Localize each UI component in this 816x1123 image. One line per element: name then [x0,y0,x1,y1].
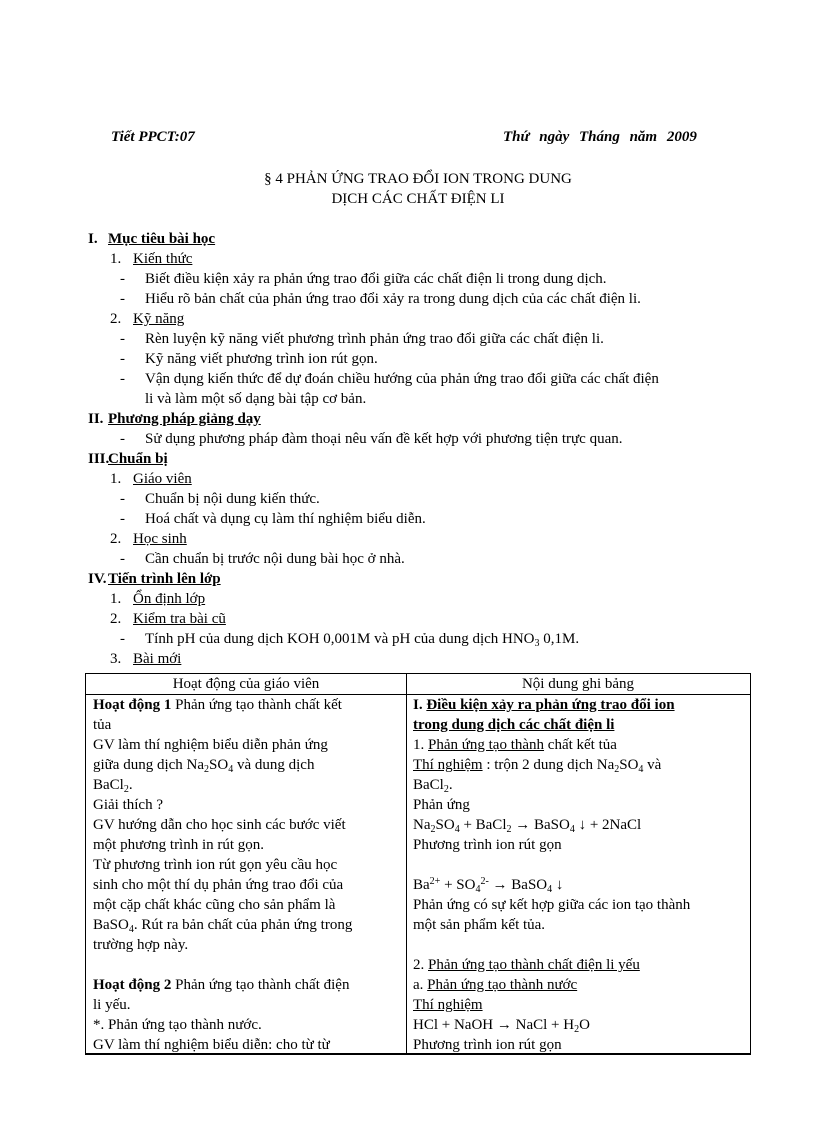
text-run: Thí nghiệm [413,997,483,1013]
text-run: Ổn định lớp [133,591,206,607]
text-run: Sử dụng phương pháp đàm thoại nêu vấn đề kết hợp với phương tiện trực quan. [145,431,623,447]
cell-line [413,955,748,975]
text-run: Phản ứng tạo thành chất điện li yếu [428,957,640,973]
text-run: Phản ứng tạo thành chất kết [171,697,342,713]
text-run: Rèn luyện kỹ năng viết phương trình phản ứng trao đổi giữa các chất điện li. [145,331,604,347]
cell-line [93,895,403,915]
list-marker: - [120,331,125,347]
text-run: Tiến trình lên lớp [108,571,221,587]
lesson-outline [88,229,758,669]
cell-line [93,1015,403,1035]
cell-line [93,915,403,935]
text-run: HCl + NaOH → NaCl + H [413,1017,575,1033]
cell-line [93,815,403,835]
text-run: sinh cho một thí dụ phản ứng trao đổi của [93,877,344,893]
table-header-board: Nội dung ghi bảng [406,674,750,695]
bullet-item [88,369,758,389]
cell-line [413,895,748,915]
text-run: Tính pH của dung dịch KOH 0,001M và pH của dung dịch HNO [145,631,535,647]
text-run: Vận dụng kiến thức để dự đoán chiều hướng của phản ứng trao đổi giữa các chất điện [145,371,659,387]
bullet-item [88,329,758,349]
cell-line [413,755,748,775]
list-marker: 1. [110,251,122,267]
text-run: 4 [638,764,644,775]
text-run: 2+ [429,876,441,887]
text-run: SO [619,757,639,773]
list-marker: 2. [110,311,122,327]
text-run: ↓ + 2NaCl [574,817,642,833]
text-run: tủa [93,717,112,733]
text-run: 4 [569,824,575,835]
list-marker: II. [88,411,104,427]
text-run: Hoá chất và dụng cụ làm thí nghiệm biểu diễn. [145,511,426,527]
cell-line [93,1035,403,1055]
item-text [145,291,641,307]
item-text [145,431,623,447]
cell-line [413,815,748,835]
text-run: . Rút ra bản chất của phản ứng trong [133,917,353,933]
numbered-item [88,469,758,489]
item-text [133,531,187,547]
list-marker: - [120,431,125,447]
list-marker: IV. [88,571,107,587]
text-run: Giải thích ? [93,797,163,813]
text-run: Phương trình ion rút gọn [413,1037,562,1053]
text-run: một sản phẩm kết tủa. [413,917,546,933]
text-run: Thí nghiệm [413,757,483,773]
text-run: SO [435,817,455,833]
text-run: Phản ứng tạo thành nước [427,977,578,993]
text-run: Phản ứng [413,797,470,813]
cell-line [413,875,748,895]
list-marker: 2. [110,531,122,547]
text-run: O [579,1017,590,1033]
numbered-item [88,309,758,329]
text-run: một phương trình in rút gọn. [93,837,265,853]
text-run: 2 [430,824,436,835]
text-run: 2 [574,1024,580,1035]
text-run: 2- [480,876,489,887]
cell-line [93,995,403,1015]
item-text [145,551,405,567]
cell-line [413,915,748,935]
cell-line [93,735,403,755]
lesson-code: Tiết PPCT:07 [111,129,195,145]
list-marker: III. [88,451,110,467]
text-run: Điều kiện xảy ra phản ứng trao đổi ion [426,697,675,713]
item-text [133,471,192,487]
text-run: + SO [440,877,476,893]
item-text [108,571,221,587]
list-marker: - [120,351,125,367]
text-run: một cặp chất khác cũng cho sản phẩm là [93,897,336,913]
list-marker: - [120,511,125,527]
text-run: Giáo viên [133,471,192,487]
text-run: *. Phản ứng tạo thành nước. [93,1017,262,1033]
text-run: 2 [204,764,210,775]
numbered-item [88,649,758,669]
page-title-line-2: DỊCH CÁC CHẤT ĐIỆN LI [331,191,505,207]
text-run: . [448,777,453,793]
cell-line [93,975,403,995]
cell-line [413,735,748,755]
text-run: 4 [475,884,481,895]
list-marker: - [120,551,125,567]
cell-line [413,1035,748,1055]
numbered-item [88,609,758,629]
list-marker: I. [88,231,98,247]
cell-line [93,775,403,795]
text-run: Phản ứng có sự kết hợp giữa các ion tạo thành [413,897,691,913]
cell-line [93,875,403,895]
text-run: → BaSO [488,877,548,893]
cell-line [93,955,403,975]
text-run: Kiểm tra bài cũ [133,611,226,627]
text-run: 2 [123,784,129,795]
cell-line [413,715,748,735]
text-run: Kiến thức [133,251,193,267]
item-text [108,451,168,467]
item-text [108,411,261,427]
cell-line [413,975,748,995]
list-marker: - [120,291,125,307]
teacher-activity-cell [93,695,403,1055]
cell-line [413,1015,748,1035]
text-run: → BaSO [511,817,570,833]
text-run: a. [413,977,428,993]
cell-line [413,695,748,715]
bullet-item [88,289,758,309]
numbered-item [88,529,758,549]
text-run: I. [413,697,427,713]
text-run: ↓ [552,877,564,893]
text-run: BaCl [93,777,124,793]
item-text [145,331,604,347]
numbered-item [88,249,758,269]
text-run: giữa dung dịch Na [93,757,205,773]
table-header-teacher: Hoạt động của giáo viên [86,674,406,695]
numbered-item [88,589,758,609]
item-text [145,391,366,407]
text-run: Hiểu rõ bản chất của phản ứng trao đổi xảy ra trong dung dịch của các chất điện li. [145,291,641,307]
text-run: 2 [614,764,620,775]
text-run: Kỹ năng [133,311,185,327]
section-heading [88,449,758,469]
text-run: Hoạt động 1 [93,697,172,713]
lesson-table [85,673,751,1055]
text-run: 1. [413,737,428,753]
text-run: 2 [506,824,512,835]
text-run: trong dung dịch các chất điện li [413,717,615,733]
text-run: BaCl [413,777,444,793]
list-marker: 2. [110,611,122,627]
text-run: 0,1M. [539,631,580,647]
text-run: Học sinh [133,531,187,547]
cell-line [93,935,403,955]
item-text [145,511,426,527]
text-run: Chuẩn bị [108,451,168,467]
text-run: Phương pháp giảng dạy [108,411,261,427]
text-run: chất kết tủa [544,737,617,753]
bullet-item [88,429,758,449]
list-marker: - [120,371,125,387]
item-text [145,351,378,367]
text-run: Chuẩn bị nội dung kiến thức. [145,491,320,507]
cell-line [93,835,403,855]
text-run: + BaCl [459,817,507,833]
cell-line [413,855,748,875]
cell-line [93,715,403,735]
text-run: li yếu. [93,997,131,1013]
column-divider [406,674,407,1053]
lesson-date: Thứ ngày Tháng năm 2009 [503,129,697,145]
cell-line [413,995,748,1015]
text-run: . [128,777,133,793]
list-marker: - [120,491,125,507]
text-run: GV hướng dẫn cho học sinh các bước viết [93,817,346,833]
text-run: Biết điều kiện xảy ra phản ứng trao đổi giữa các chất điện li trong dung dịch. [145,271,607,287]
bullet-item [88,489,758,509]
item-text [145,271,607,287]
list-marker: 1. [110,471,122,487]
cell-line [93,695,403,715]
text-run: li và làm một số dạng bài tập cơ bản. [145,391,367,407]
text-run: Na [413,817,431,833]
item-text [133,251,192,267]
page-title-line-1: § 4 PHẢN ỨNG TRAO ĐỔI ION TRONG DUNG [264,171,572,187]
text-run: trường hợp này. [93,937,189,953]
text-run: Từ phương trình ion rút gọn yêu cầu học [93,857,338,873]
text-run: SO [209,757,229,773]
list-marker: - [120,271,125,287]
text-run: 4 [128,924,134,935]
list-marker: - [120,631,125,647]
text-run: 2 [443,784,449,795]
text-run: : trộn 2 dung dịch Na [482,757,615,773]
bullet-item [88,549,758,569]
text-run: 4 [454,824,460,835]
list-marker: 3. [110,651,122,667]
bullet-item [88,349,758,369]
cell-line [93,855,403,875]
text-run: 4 [547,884,553,895]
text-run: Hoạt động 2 [93,977,172,993]
item-text [133,591,205,607]
text-run: Ba [413,877,430,893]
text-run: GV làm thí nghiệm biểu diễn phản ứng [93,737,328,753]
bullet-item [88,629,758,649]
item-text [133,651,181,667]
cell-line [93,755,403,775]
text-run: Mục tiêu bài học [108,231,216,247]
item-text [145,631,579,647]
text-run: và [643,757,662,773]
text-run: 3 [534,638,540,649]
bullet-item [88,389,758,409]
list-marker: 1. [110,591,122,607]
text-run: và dung dịch [233,757,315,773]
cell-line [413,835,748,855]
item-text [133,311,184,327]
text-run: 2. [413,957,428,973]
text-run: GV làm thí nghiệm biểu diễn: cho từ từ [93,1037,330,1053]
text-run: Kỹ năng viết phương trình ion rút gọn. [145,351,378,367]
cell-line [93,795,403,815]
text-run: Cần chuẩn bị trước nội dung bài học ở nhà. [145,551,405,567]
section-heading [88,229,758,249]
text-run: Bài mới [133,651,182,667]
text-run: Phương trình ion rút gọn [413,837,562,853]
item-text [145,491,320,507]
cell-line [413,795,748,815]
cell-line [413,935,748,955]
item-text [145,371,659,387]
text-run: BaSO [93,917,129,933]
section-heading [88,409,758,429]
item-text [108,231,215,247]
text-run: Phản ứng tạo thành [428,737,545,753]
text-run: 4 [228,764,234,775]
item-text [133,611,226,627]
board-content-cell [413,695,748,1055]
bullet-item [88,509,758,529]
text-run: Phản ứng tạo thành chất điện [171,977,350,993]
section-heading [88,569,758,589]
bullet-item [88,269,758,289]
cell-line [413,775,748,795]
